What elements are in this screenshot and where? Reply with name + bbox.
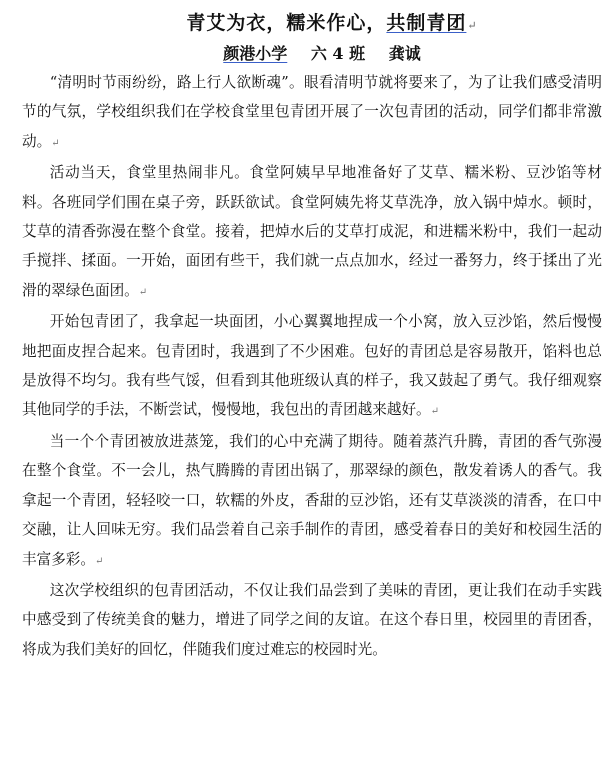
paragraph-3-text: 开始包青团了，我拿起一块面团，小心翼翼地捏成一个小窝，放入豆沙馅，然后慢慢地把面皮捏合起来。包青团时，我遇到了不少困难。包好的青团总是容易散开，馅料也总是放得不均匀。我有些气馁，但看到其他班级认真的样子，我又鼓起了勇气。我仔细观察其他同学的手法，不断尝试，慢慢地，我包出的青团越来越好。 [22, 313, 602, 419]
paragraph-4 [22, 427, 602, 576]
paragraph-mark: ↵ [430, 406, 440, 418]
title-part-1: 青艾为衣，糯米作心， [186, 12, 387, 34]
paragraph-mark: ↵ [94, 555, 104, 567]
byline-author: 龚诚 [388, 44, 421, 63]
paragraph-1-text: “清明时节雨纷纷，路上行人欲断魂”。眼看清明节就将要来了，为了让我们感受清明节的气氛，学校组织我们在学校食堂里包青团开展了一次包青团的活动，同学们都非常激动。 [22, 74, 602, 150]
title-paragraph-mark: ↵ [467, 19, 478, 32]
page-title [22, 8, 602, 38]
paragraph-mark: ↵ [138, 286, 148, 298]
paragraph-mark: ↵ [51, 137, 60, 149]
byline-class: 六 4 班 [310, 44, 366, 63]
paragraph-5-text: 这次学校组织的包青团活动，不仅让我们品尝到了美味的青团，更让我们在动手实践中感受到了传统美食的魅力，增进了同学之间的友谊。在这个春日里，校园里的青团香，将成为我们美好的回忆，伴随我们度过难忘的校园时光。 [22, 581, 602, 658]
title-part-2: 共制青团 [386, 12, 467, 34]
paragraph-3 [22, 307, 602, 427]
paragraph-5 [22, 576, 602, 664]
paragraph-1 [22, 68, 602, 158]
paragraph-4-text: 当一个个青团被放进蒸笼，我们的心中充满了期待。随着蒸汽升腾，青团的香气弥漫在整个食堂。不一会儿，热气腾腾的青团出锅了，那翠绿的颜色，散发着诱人的香气。我拿起一个青团，轻轻咬一口，软糯的外皮，香甜的豆沙馅，还有艾草淡淡的清香，在口中交融，让人回味无穷。我们品尝着自己亲手制作的青团，感受着春日的美好和校园生活的丰富多彩。 [22, 432, 602, 568]
byline-school: 颜港小学 [223, 44, 288, 63]
paragraph-2 [22, 158, 602, 307]
paragraph-2-text: 活动当天，食堂里热闹非凡。食堂阿姨早早地准备好了艾草、糯米粉、豆沙馅等材料。各班同学们围在桌子旁，跃跃欲试。食堂阿姨先将艾草洗净，放入锅中焯水。顿时，艾草的清香弥漫在整个食堂。接着，把焯水后的艾草打成泥，和进糯米粉中，我们一起动手搅拌、揉面。一开始，面团有些干，我们就一点点加水，经过一番努力，终于揉出了光滑的翠绿色面团。 [22, 164, 602, 299]
byline [22, 40, 602, 68]
